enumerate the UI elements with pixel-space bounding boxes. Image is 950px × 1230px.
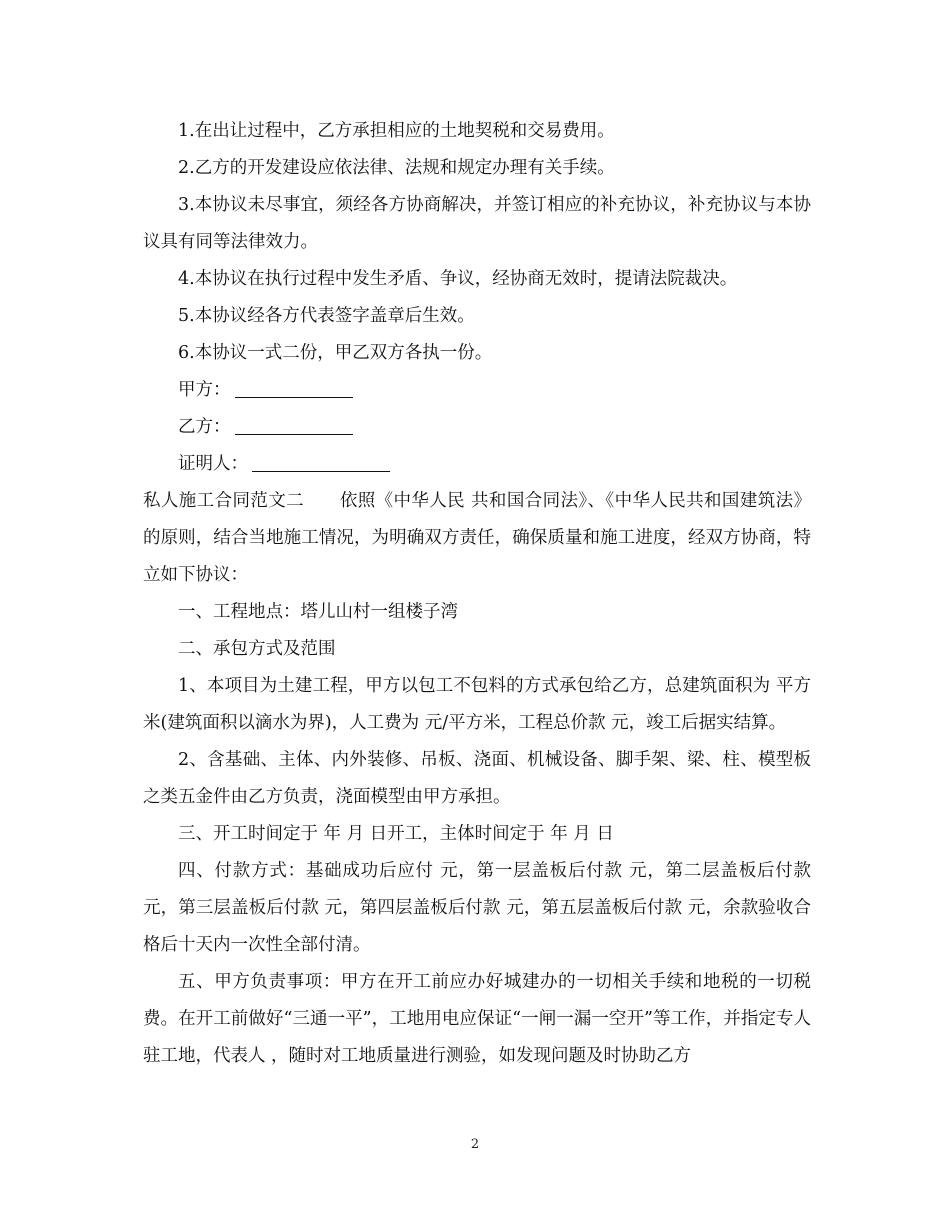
party-a-label: 甲方：	[178, 380, 231, 400]
witness-label: 证明人：	[178, 454, 248, 474]
clause-paragraph: 3.本协议未尽事宜，须经各方协商解决，并签订相应的补充协议，补充协议与本协议具有同等法律效力。	[143, 195, 811, 252]
witness-blank[interactable]	[252, 453, 390, 472]
clause-paragraph: 1、本项目为土建工程，甲方以包工不包料的方式承包给乙方，总建筑面积为 平方米(建筑面积以滴水为界)，人工费为 元/平方米，工程总价款 元，竣工后据实结算。	[143, 676, 811, 733]
clause-paragraph: 5.本协议经各方代表签字盖章后生效。	[178, 306, 475, 326]
party-a-signature-line	[143, 372, 811, 409]
clause-paragraph: 4.本协议在执行过程中发生矛盾、争议，经协商无效时，提请法院裁决。	[178, 269, 738, 289]
party-b-label: 乙方：	[178, 417, 231, 437]
party-b-signature-line	[143, 409, 811, 446]
clause-paragraph: 6.本协议一式二份，甲乙双方各执一份。	[178, 343, 493, 363]
page-number: 2	[470, 1137, 480, 1152]
party-a-blank[interactable]	[235, 379, 353, 398]
document-body	[143, 113, 811, 1075]
section-intro: 私人施工合同范文二 依照《中华人民 共和国合同法》、《中华人民共和国建筑法》的原则，结合当地施工情况，为明确双方责任，确保质量和施工进度，经双方协商，特立如下协议：	[143, 491, 811, 585]
witness-signature-line	[143, 446, 811, 483]
clause-paragraph: 2.乙方的开发建设应依法律、法规和规定办理有关手续。	[178, 158, 615, 178]
clause-paragraph: 五、甲方负责事项：甲方在开工前应办好城建办的一切相关手续和地税的一切税费。在开工前做好“三通一平”，工地用电应保证“一闸一漏一空开”等工作，并指定专人驻工地，代表人 ，随时对工地质量进行测验，如发现问题及时协助乙方	[143, 972, 811, 1066]
clause-paragraph: 2、含基础、主体、内外装修、吊板、浇面、机械设备、脚手架、梁、柱、模型板之类五金件由乙方负责，浇面模型由甲方承担。	[143, 750, 811, 807]
clause-paragraph: 1.在出让过程中，乙方承担相应的土地契税和交易费用。	[178, 121, 615, 141]
clause-paragraph: 二、承包方式及范围	[178, 639, 336, 659]
clause-paragraph: 一、工程地点：塔儿山村一组楼子湾	[178, 602, 458, 622]
clause-paragraph: 三、开工时间定于 年 月 日开工，主体时间定于 年 月 日	[178, 824, 614, 844]
clause-paragraph: 四、付款方式：基础成功后应付 元，第一层盖板后付款 元，第二层盖板后付款 元，第三层盖板后付款 元，第四层盖板后付款 元，第五层盖板后付款 元，余款验收合格后十天内一次性全部付清。	[143, 861, 811, 955]
party-b-blank[interactable]	[235, 416, 353, 435]
